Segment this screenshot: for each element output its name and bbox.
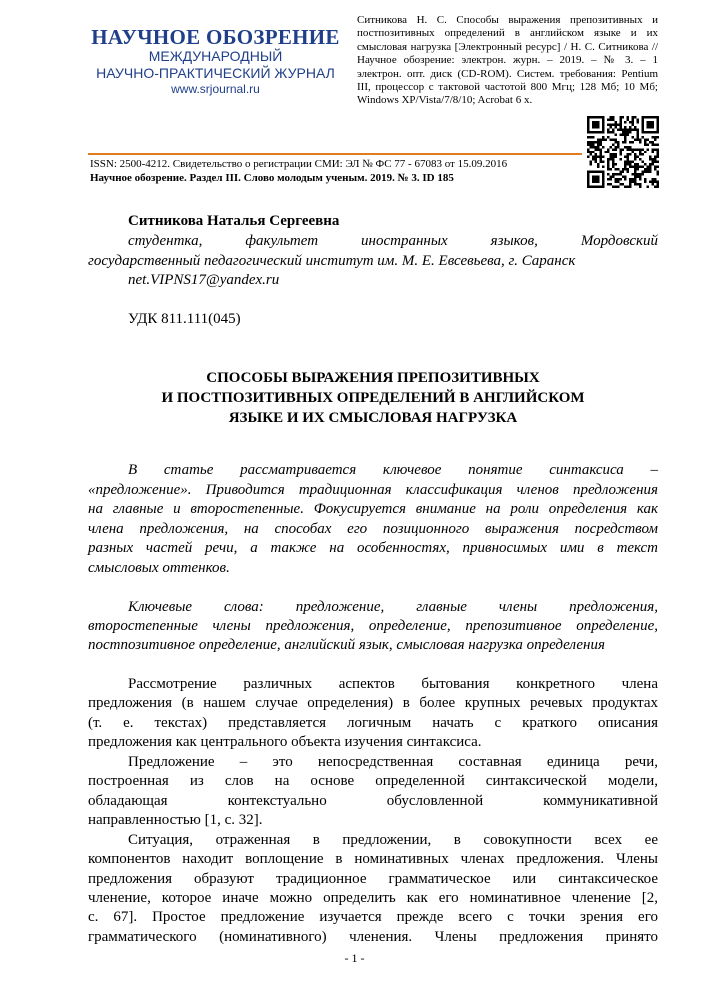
body-line: предложения (в нашем случае определения) в более крупных речевых продуктах (88, 695, 658, 711)
keywords-line: второстепенные члены предложения, определение, препозитивное определение, (88, 618, 658, 634)
article-title-line-2: И ПОСТПОЗИТИВНЫХ ОПРЕДЕЛЕНИЙ В АНГЛИЙСКОМ (161, 390, 585, 406)
body-line: предложения образуют традиционное грамматическое или синтаксическое (88, 871, 658, 887)
header-divider (88, 153, 582, 155)
abstract-line: В статье рассматривается ключевое понятие синтаксиса – (128, 462, 658, 478)
journal-logo (88, 26, 343, 96)
article-title (88, 368, 658, 428)
udk-code: УДК 811.111(045) (128, 311, 241, 327)
body-line: Предложение – это непосредственная составная единица речи, (128, 754, 658, 770)
body-line: с. 67]. Простое предложение изучается прежде всего с точки зрения его (88, 909, 658, 925)
body-line: членение, которое иначе можно определить как его номинативное членение [2, (88, 890, 658, 906)
body-line: построенная из слов на основе определенной синтаксической модели, (88, 773, 658, 789)
body-line: (т. е. текстах) представляется логичным начать с краткого описания (88, 715, 658, 731)
abstract-line: на главные и второстепенные. Фокусируется внимание на роли определения как (88, 501, 658, 517)
page-number: - 1 - (344, 951, 365, 965)
body-line: направленностью [1, с. 32]. (88, 812, 263, 828)
body-line: грамматического (номинативного) членения. Члены предложения принято (88, 929, 658, 945)
author-email[interactable]: net.VIPNS17@yandex.ru (128, 272, 280, 288)
journal-title: НАУЧНОЕ ОБОЗРЕНИЕ (91, 25, 340, 49)
abstract-line: «предложение». Приводится традиционная классификация членов предложения (88, 482, 658, 498)
author-name: Ситникова Наталья Сергеевна (128, 213, 340, 229)
author-affiliation-line-1: студентка, факультет иностранных языков, Мордовский (128, 233, 658, 249)
body-line: обладающая контекстуально обусловленной коммуникативной (88, 793, 658, 809)
abstract-line: разных частей речи, а также на особенностях, привносимых ими в текст (88, 540, 658, 556)
section-line: Научное обозрение. Раздел III. Слово молодым ученым. 2019. № 3. ID 185 (90, 172, 454, 184)
journal-subtitle-1: МЕЖДУНАРОДНЫЙ (148, 48, 283, 64)
journal-url[interactable]: www.srjournal.ru (171, 82, 260, 96)
citation-block: Ситникова Н. С. Способы выражения препозитивных и постпозитивных определений в английском языке и их смысловая нагрузка [Электронный ресурс] / Н. С. Ситникова // Научное обозрение: электрон. журн. – 2019. – № 3. – 1 электрон. опт. диск (CD-ROM). Систем. требования: Pentium III, процессор с тактовой частотой 800 Мгц; 128 Мб; 10 Мб; Windows XP/Vista/7/8/10; Acrobat 6 х. (357, 14, 658, 107)
body-line: Ситуация, отраженная в предложении, в совокупности всех ее (128, 832, 658, 848)
keywords-line: Ключевые слова: предложение, главные члены предложения, (128, 599, 658, 615)
issn-line: ISSN: 2500-4212. Свидетельство о регистрации СМИ: ЭЛ № ФС 77 - 67083 от 15.09.2016 (90, 158, 508, 170)
issn-block (90, 157, 590, 185)
abstract-line: смысловых оттенков. (88, 560, 230, 576)
body-line: Рассмотрение различных аспектов бытования конкретного члена (128, 676, 658, 692)
qr-code-icon (587, 116, 659, 188)
author-affiliation-line-2: государственный педагогический институт им. М. Е. Евсевьева, г. Саранск (88, 253, 576, 269)
body-line: предложения как центрального объекта изучения синтаксиса. (88, 734, 482, 750)
article-title-line-1: СПОСОБЫ ВЫРАЖЕНИЯ ПРЕПОЗИТИВНЫХ (206, 370, 540, 386)
keywords-line: постпозитивное определение, английский язык, смысловая нагрузка определения (88, 637, 605, 653)
journal-subtitle-2: НАУЧНО-ПРАКТИЧЕСКИЙ ЖУРНАЛ (96, 65, 335, 81)
article-title-line-3: ЯЗЫКЕ И ИХ СМЫСЛОВАЯ НАГРУЗКА (228, 410, 518, 426)
body-line: компонентов находит воплощение в номинативных членах предложения. Члены (88, 851, 658, 867)
abstract-line: члена предложения, на способах его позиционного выражения посредством (88, 521, 658, 537)
